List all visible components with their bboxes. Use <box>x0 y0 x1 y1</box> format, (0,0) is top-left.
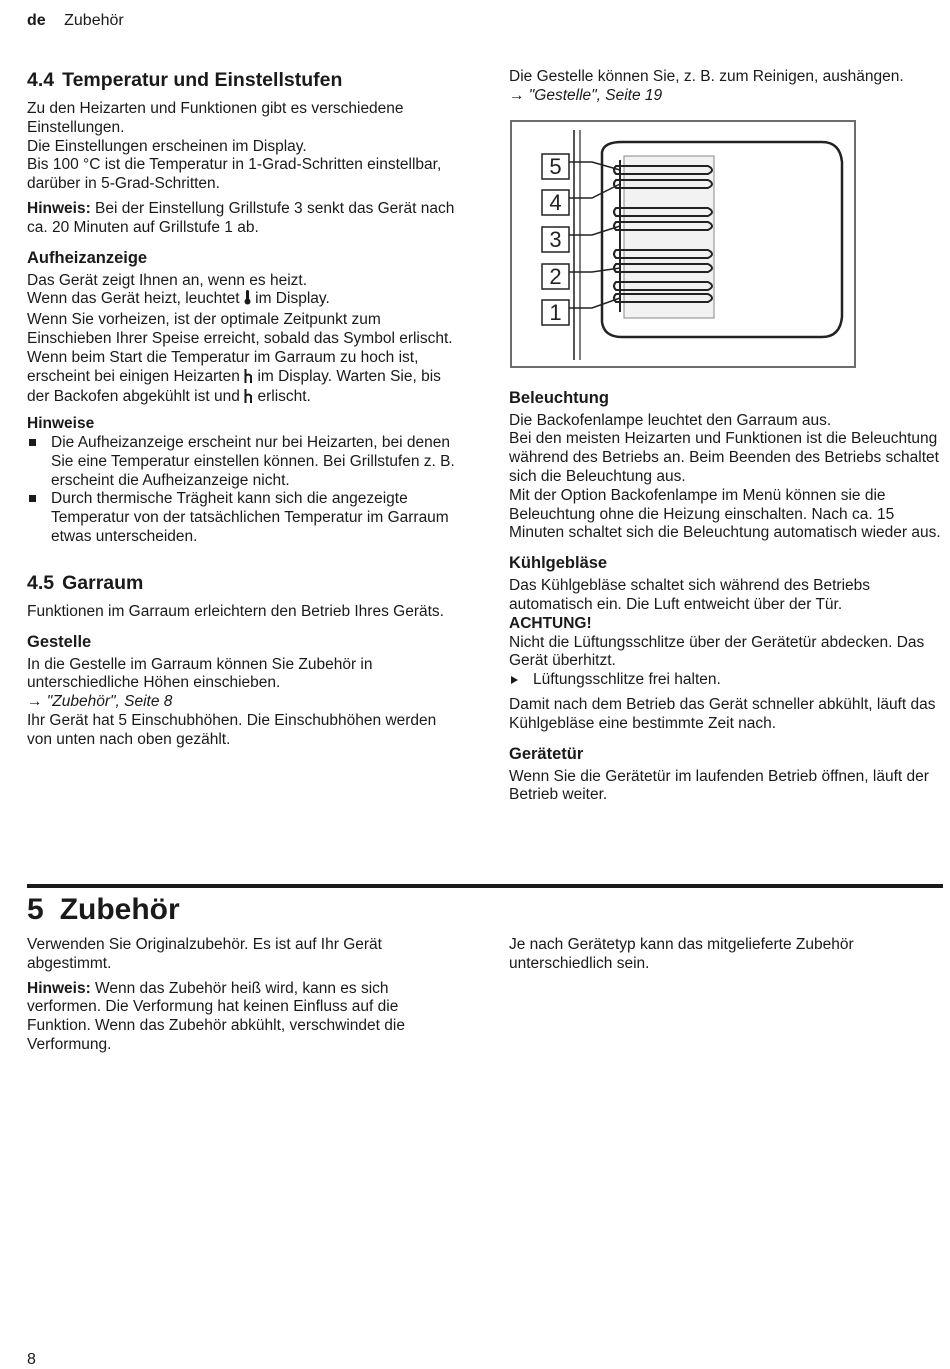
cross-reference-link[interactable]: → "Zubehör", Seite 8 <box>27 693 173 711</box>
chapter5-left-column <box>27 936 459 1055</box>
paragraph: Die Backofenlampe leuchtet den Garraum aus. <box>509 411 832 429</box>
section-heading-4-5: 4.5 Garraum <box>27 571 144 594</box>
subheading-beleuchtung: Beleuchtung <box>509 388 609 407</box>
chapter-heading-5: 5 Zubehör <box>27 893 180 926</box>
list-item: Die Aufheizanzeige erscheint nur bei Heizarten, bei denen Sie eine Temperatur einstellen können. Bei Grillstufen z. B. erscheint die Aufheizanzeige nicht. <box>27 434 459 490</box>
left-column <box>27 68 459 750</box>
level-label-4: 4 <box>549 189 562 215</box>
paragraph: Verwenden Sie Originalzubehör. Es ist auf Ihr Gerät abgestimmt. <box>27 936 382 972</box>
oven-shelf-levels-figure <box>510 120 856 368</box>
section-heading-4-4: 4.4 Temperatur und Einstellstufen <box>27 69 343 91</box>
subheading-geraetetuer: Gerätetür <box>509 744 584 763</box>
paragraph: Wenn beim Start die Temperatur im Garraum zu hoch ist, erscheint bei einigen Heizarten im Display. Warten Sie, bis der Backofen abgekühlt ist und erlischt. <box>27 349 459 409</box>
oven-shelf-diagram <box>512 122 854 366</box>
right-column <box>509 68 941 805</box>
paragraph: Das Kühlgebläse schaltet sich während des Betriebs automatisch ein. Die Luft entweicht über der Tür. <box>509 577 871 613</box>
warning-label: ACHTUNG! <box>509 614 592 632</box>
level-label-2: 2 <box>549 263 562 289</box>
paragraph: Zu den Heizarten und Funktionen gibt es verschiedene Einstellungen. <box>27 100 404 136</box>
residual-heat-icon <box>244 369 253 389</box>
paragraph: Damit nach dem Betrieb das Gerät schneller abkühlt, läuft das Kühlgebläse eine bestimmte Zeit nach. <box>509 695 936 732</box>
subheading-gestelle: Gestelle <box>27 632 92 651</box>
paragraph: Die Einstellungen erscheinen im Display. <box>27 137 307 155</box>
paragraph: Ihr Gerät hat 5 Einschubhöhen. Die Einschubhöhen werden von unten nach oben gezählt. <box>27 711 437 748</box>
paragraph: Bis 100 °C ist die Temperatur in 1-Grad-Schritten einstellbar, darüber in 5-Grad-Schritten. <box>27 156 442 193</box>
paragraph: Bei den meisten Heizarten und Funktionen ist die Beleuchtung während des Betriebs an. Beim Beenden des Betriebs schaltet sich die Beleuchtung aus. <box>509 430 939 485</box>
chapter5-right-column <box>509 936 941 974</box>
page-header <box>27 12 124 31</box>
paragraph: Die Gestelle können Sie, z. B. zum Reinigen, aushängen. <box>509 68 904 85</box>
paragraph: Wenn Sie vorheizen, ist der optimale Zeitpunkt zum Einschieben Ihrer Speise erreicht, sobald das Symbol erlischt. <box>27 311 453 347</box>
list-item: Durch thermische Trägheit kann sich die angezeigte Temperatur von der tatsächlichen Temperatur im Garraum etwas unterscheiden. <box>27 490 459 546</box>
paragraph: In die Gestelle im Garraum können Sie Zubehör in unterschiedliche Höhen einschieben. <box>27 655 373 692</box>
thermometer-icon <box>244 290 251 311</box>
paragraph: Wenn Sie die Gerätetür im laufenden Betrieb öffnen, läuft der Betrieb weiter. <box>509 767 929 804</box>
page-number: 8 <box>27 1351 36 1368</box>
level-label-3: 3 <box>549 226 562 252</box>
residual-heat-icon <box>244 389 253 409</box>
paragraph: Das Gerät zeigt Ihnen an, wenn es heizt. <box>27 271 308 289</box>
header-language: de <box>27 12 46 29</box>
subheading-kuehlgeblaese: Kühlgebläse <box>509 554 608 573</box>
level-label-1: 1 <box>549 299 562 325</box>
paragraph: Je nach Gerätetyp kann das mitgelieferte Zubehör unterschiedlich sein. <box>509 936 854 972</box>
hinweis-note: Hinweis: Bei der Einstellung Grillstufe 3 senkt das Gerät nach ca. 20 Minuten auf Grillstufe 1 ab. <box>27 199 455 236</box>
paragraph: Mit der Option Backofenlampe im Menü können sie die Beleuchtung ohne die Heizung einschalten. Nach ca. 15 Minuten schaltet sich die Beleuchtung automatisch wieder aus. <box>509 486 941 542</box>
level-label-5: 5 <box>549 153 562 179</box>
chapter-divider <box>27 884 943 888</box>
level-labels <box>542 154 620 325</box>
subheading-aufheizanzeige: Aufheizanzeige <box>27 248 148 267</box>
hinweis-note: Hinweis: Wenn das Zubehör heiß wird, kann es sich verformen. Die Verformung hat keinen Einfluss auf die Funktion. Wenn das Zubehör abkühlt, verschwindet die Verformung. <box>27 979 405 1053</box>
paragraph: Wenn das Gerät heizt, leuchtet im Display. <box>27 290 459 311</box>
hinweise-list <box>27 434 459 547</box>
cross-reference-link[interactable]: → "Gestelle", Seite 19 <box>509 86 663 104</box>
paragraph: Funktionen im Garraum erleichtern den Betrieb Ihres Geräts. <box>27 602 444 620</box>
instruction-step: Lüftungsschlitze frei halten. <box>509 671 941 690</box>
hinweise-label: Hinweise <box>27 415 95 433</box>
header-title: Zubehör <box>64 12 124 29</box>
paragraph: Nicht die Lüftungsschlitze über der Gerätetür abdecken. Das Gerät überhitzt. <box>509 633 925 670</box>
